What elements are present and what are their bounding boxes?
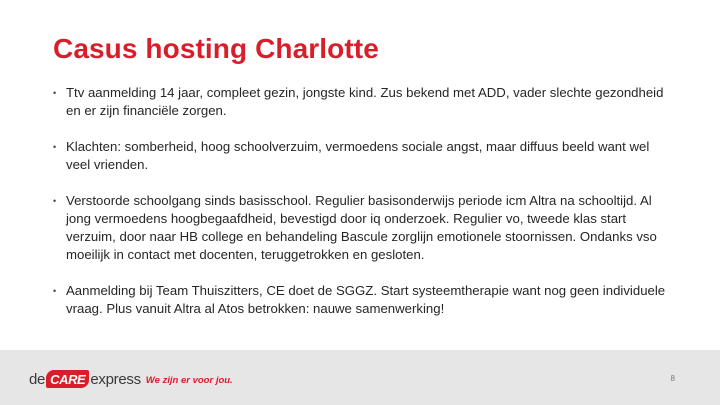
logo-suffix: express [90,370,141,388]
page-number: 8 [670,374,675,383]
logo-brand: CARE [46,370,89,388]
logo-prefix: de [29,370,46,388]
bullet-item: • Klachten: somberheid, hoog schoolverzuim, vermoedens sociale angst, maar diffuus beeld want wel veel vrienden. [53,138,671,174]
bullet-item: • Ttv aanmelding 14 jaar, compleet gezin, jongste kind. Zus bekend met ADD, vader slechte gezondheid en er zijn financiële zorgen. [53,84,671,120]
decare-express-logo [29,369,233,389]
bullet-item: • Verstoorde schoolgang sinds basisschool. Regulier basisonderwijs periode icm Altra na schooltijd. Al jong vermoedens hoogbegaafdheid, bevestigd door iq onderzoek. Regulier vo, tweede klas start verzuim, door naar HB college en behandeling Bascule zorglijn emotionele stoornissen. Ondanks vso moeilijk in contact met docenten, teruggetrokken en gesloten. [53,192,671,264]
bullet-list [53,84,671,336]
slide-title: Casus hosting Charlotte [53,33,379,64]
bullet-item: • Aanmelding bij Team Thuiszitters, CE doet de SGGZ. Start systeemtherapie want nog geen individuele vraag. Plus vanuit Altra al Atos betrokken: nauwe samenwerking! [53,282,671,318]
tagline: We zijn er voor jou. [145,374,233,386]
